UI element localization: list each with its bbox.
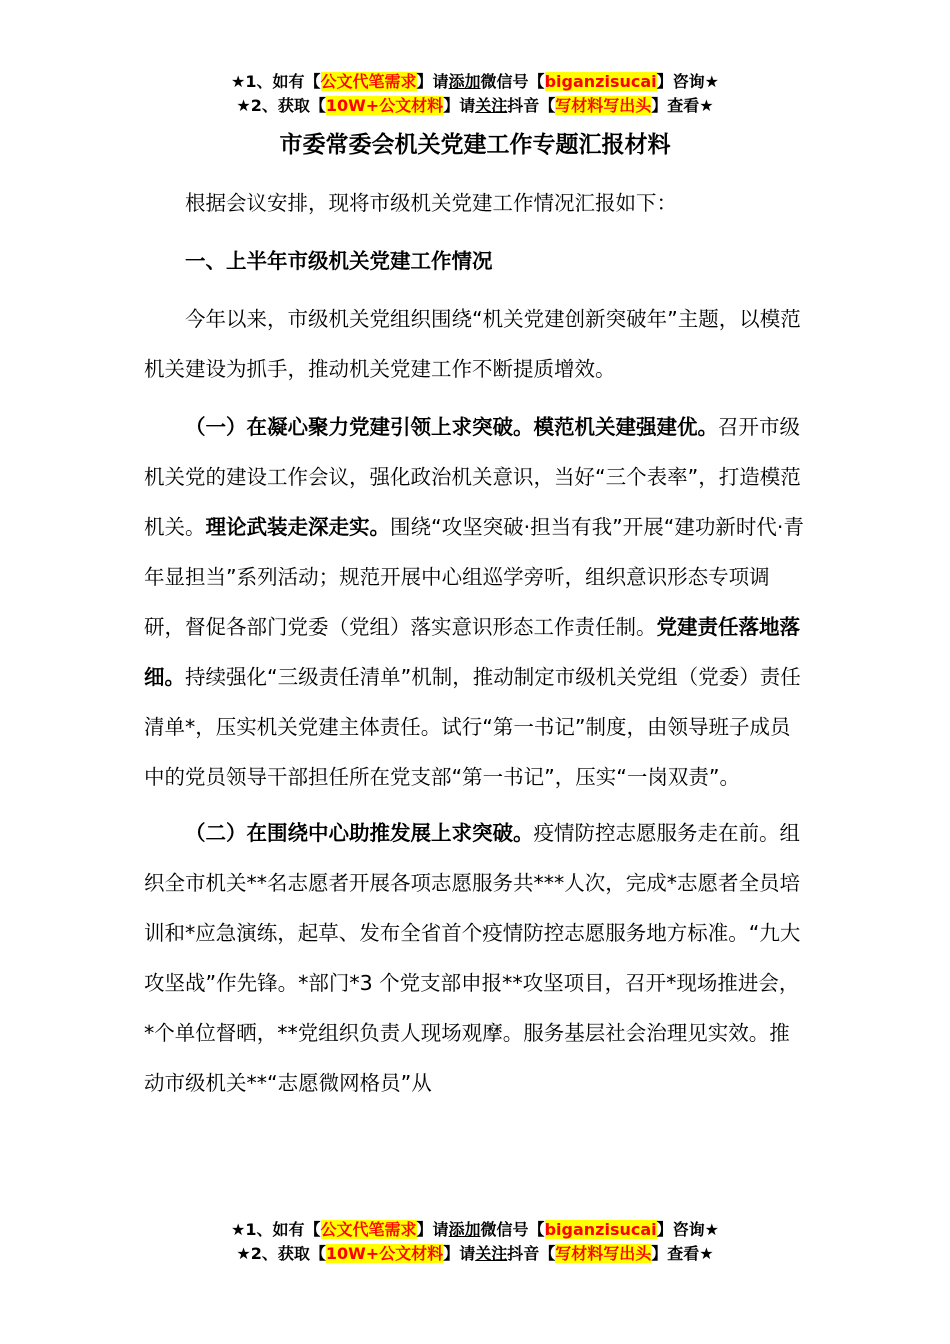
highlight-douyin-account: 写材料写出头 [555,1244,652,1263]
banner-line-2: ★2、获取【10W+公文材料】请关注抖音【写材料写出头】查看★ [236,96,714,115]
highlight-wechat-id: biganzisucai [544,1220,657,1239]
section-heading: 一、上半年市级机关党建工作情况 [185,249,493,273]
header-banner [0,70,950,118]
subsection-2-paragraph: （二）在围绕中心助推发展上求突破。疫情防控志愿服务走在前。组织全市机关**名志愿者开展各项志愿服务共***人次，完成*志愿者全员培训和*应急演练，起草、发布全省首个疫情防控志愿服务地方标准。“九大攻坚战”作先锋。*部门*3 个党支部申报**攻坚项目，召开*现场推进会，*个单位督晒，**党组织负责人现场观摩。服务基层社会治理见实效。推动市级机关**“志愿微网格员”从 [144,821,801,1095]
highlight-writing-service: 公文代笔需求 [320,72,417,91]
highlight-douyin-account: 写材料写出头 [555,96,652,115]
document-title: 市委常委会机关党建工作专题汇报材料 [279,132,671,158]
highlight-materials: 10W+公文材料 [325,1244,444,1263]
footer-line-1: ★1、如有【公文代笔需求】请添加微信号【biganzisucai】咨询★ [231,1220,719,1239]
document-body [144,178,808,1108]
intro-paragraph: 根据会议安排，现将市级机关党建工作情况汇报如下： [185,191,677,215]
banner-line-1: ★1、如有【公文代笔需求】请添加微信号【biganzisucai】咨询★ [231,72,719,91]
subsection-1-paragraph: （一）在凝心聚力党建引领上求突破。模范机关建强建优。召开市级机关党的建设工作会议，强化政治机关意识，当好“三个表率”，打造模范机关。理论武装走深走实。围绕“攻坚突破·担当有我”开展“建功新时代·青年显担当”系列活动；规范开展中心组巡学旁听，组织意识形态专项调研，督促各部门党委（党组）落实意识形态工作责任制。党建责任落地落细。持续强化“三级责任清单”机制，推动制定市级机关党组（党委）责任清单*，压实机关党建主体责任。试行“第一书记”制度，由领导班子成员中的党员领导干部担任所在党支部“第一书记”，压实“一岗双责”。 [144,415,804,789]
highlight-writing-service: 公文代笔需求 [320,1220,417,1239]
highlight-materials: 10W+公文材料 [325,96,444,115]
footer-line-2: ★2、获取【10W+公文材料】请关注抖音【写材料写出头】查看★ [236,1244,714,1263]
highlight-wechat-id: biganzisucai [544,72,657,91]
overview-paragraph: 今年以来，市级机关党组织围绕“机关党建创新突破年”主题，以模范机关建设为抓手，推动机关党建工作不断提质增效。 [144,307,801,381]
footer-banner [0,1218,950,1266]
